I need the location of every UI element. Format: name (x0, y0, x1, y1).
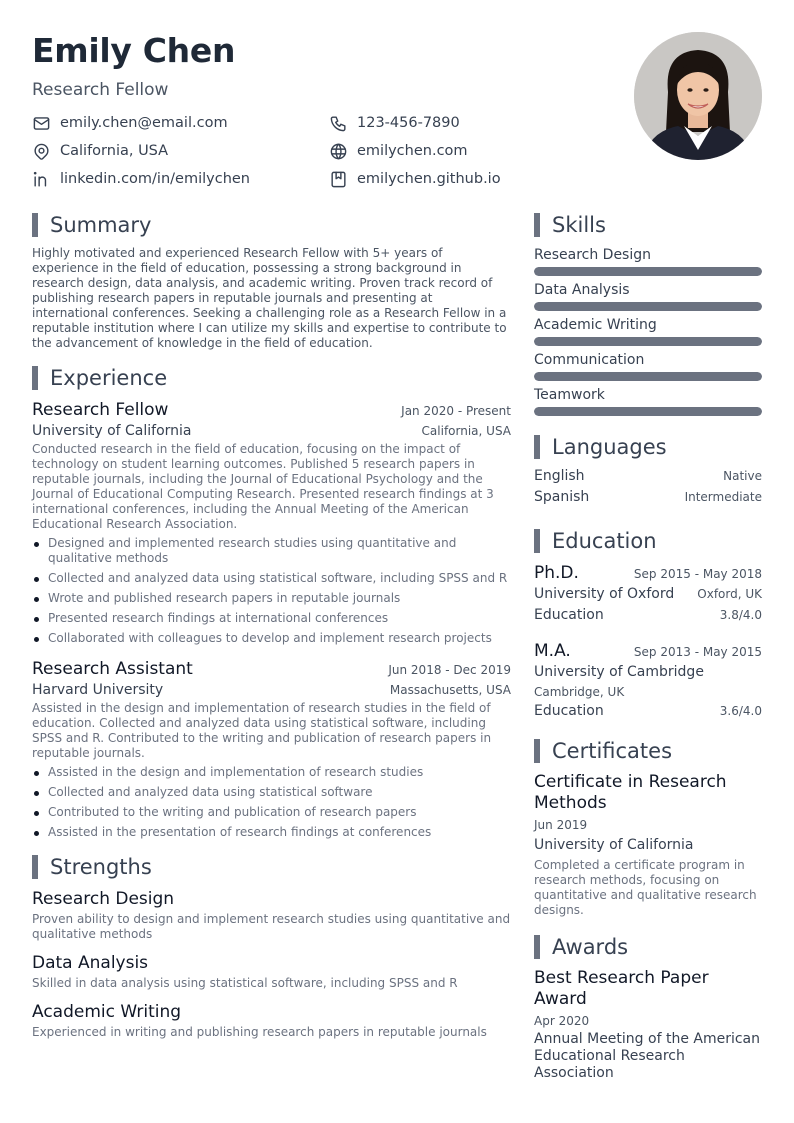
strength-title: Academic Writing (32, 1002, 182, 1022)
summary-heading (32, 212, 511, 238)
contact-location (32, 140, 168, 162)
job-location: California, USA (421, 424, 511, 438)
education-date: Sep 2013 - May 2015 (633, 645, 762, 659)
skill-name: Data Analysis (534, 282, 630, 298)
certificate-date: Jun 2019 (534, 818, 588, 832)
phone-text: 123-456-7890 (357, 115, 460, 131)
strength-description: Skilled in data analysis using statistical software, including SPSS and R (32, 976, 458, 990)
github-text: emilychen.github.io (357, 171, 501, 187)
languages-heading (534, 434, 762, 460)
strength-entry (32, 1001, 511, 1040)
award-entry (534, 968, 762, 1082)
section-accent-bar (32, 366, 38, 390)
skill-level-bar (534, 302, 762, 311)
language-name: Spanish (534, 489, 590, 505)
education-field: Education (534, 703, 604, 719)
list-item: Wrote and published research papers in reputable journals (32, 591, 511, 606)
skill-level-fill (534, 267, 762, 276)
section-accent-bar (534, 529, 540, 553)
skills-heading (534, 212, 762, 238)
skill-level-bar (534, 407, 762, 416)
strength-entry (32, 888, 511, 942)
skill-level-fill (534, 302, 762, 311)
section-accent-bar (534, 739, 540, 763)
candidate-name: Emily Chen (32, 31, 236, 70)
location-text: California, USA (60, 143, 169, 159)
summary-text: Highly motivated and experienced Research Fellow with 5+ years of experience in the field of education, possessing a strong background in research design, data analysis, and academic writing. Proven track record of publishing research papers in reputable journals and presenting at international conferences. Seeking a challenging role as a Research Fellow in a reputable institution where I can utilize my skills and expertise to contribute to the advancement of knowledge in the field of education. (32, 246, 507, 350)
section-accent-bar (534, 935, 540, 959)
section-title: Experience (50, 366, 168, 390)
candidate-title: Research Fellow (32, 80, 169, 100)
section-title: Summary (50, 213, 152, 237)
list-item: Designed and implemented research studies using quantitative and qualitative methods (32, 536, 511, 566)
certificates-heading (534, 738, 762, 764)
bookmark-icon (329, 170, 348, 189)
education-gpa: 3.6/4.0 (719, 704, 762, 718)
language-name: English (534, 468, 585, 484)
skills-list (534, 246, 762, 416)
profile-photo-illustration (634, 32, 762, 160)
contact-linkedin[interactable] (32, 168, 250, 190)
linkedin-icon (32, 170, 51, 189)
job-organization: University of California (32, 423, 192, 439)
job-entry (32, 658, 511, 840)
job-bullets (32, 536, 511, 646)
skill-name: Communication (534, 352, 645, 368)
education-location: Oxford, UK (697, 587, 762, 601)
section-accent-bar (32, 855, 38, 879)
section-title: Languages (552, 435, 667, 459)
section-accent-bar (534, 213, 540, 237)
education-entry (534, 562, 762, 626)
section-title: Certificates (552, 739, 673, 763)
job-date: Jun 2018 - Dec 2019 (388, 663, 511, 677)
contact-github[interactable] (329, 168, 501, 190)
education-field: Education (534, 607, 604, 623)
job-date: Jan 2020 - Present (401, 404, 511, 418)
experience-heading (32, 365, 511, 391)
certificate-entry (534, 772, 762, 918)
list-item: Collaborated with colleagues to develop and implement research projects (32, 631, 511, 646)
linkedin-text: linkedin.com/in/emilychen (60, 171, 250, 187)
skill-name: Research Design (534, 247, 652, 263)
list-item: Assisted in the design and implementation of research studies (32, 765, 511, 780)
section-accent-bar (534, 435, 540, 459)
education-degree: M.A. (534, 641, 571, 661)
resume-header (32, 30, 592, 101)
job-entry (32, 399, 511, 646)
strength-title: Data Analysis (32, 953, 149, 973)
email-text: emily.chen@email.com (60, 115, 228, 131)
skill-item (534, 316, 762, 346)
job-description: Assisted in the design and implementation of research studies in the field of education. Collected and analyzed data using statistical software, including SPSS and R. Contributed to the writing and publication of research papers in reputable journals. (32, 701, 492, 760)
contact-email[interactable] (32, 112, 228, 134)
section-title: Strengths (50, 855, 152, 879)
list-item: Collected and analyzed data using statistical software (32, 785, 511, 800)
skill-item (534, 246, 762, 276)
job-title: Research Assistant (32, 659, 193, 679)
profile-photo (634, 32, 762, 160)
skill-level-fill (534, 372, 762, 381)
strength-description: Proven ability to design and implement research studies using quantitative and qualitative methods (32, 912, 511, 941)
skill-level-fill (534, 407, 762, 416)
strength-description: Experienced in writing and publishing research papers in reputable journals (32, 1025, 487, 1039)
strength-title: Research Design (32, 889, 175, 909)
globe-icon (329, 142, 348, 161)
skill-level-fill (534, 337, 762, 346)
skill-item (534, 386, 762, 416)
section-title: Skills (552, 213, 606, 237)
list-item: Contributed to the writing and publication of research papers (32, 805, 511, 820)
education-entry (534, 640, 762, 722)
education-heading (534, 528, 762, 554)
skill-name: Teamwork (534, 387, 605, 403)
language-level: Intermediate (684, 490, 762, 504)
skill-level-bar (534, 267, 762, 276)
education-school: University of Oxford (534, 586, 675, 602)
award-organization: Annual Meeting of the American Educational Research Association (534, 1031, 761, 1081)
left-column (32, 212, 511, 1050)
list-item: Collected and analyzed data using statistical software, including SPSS and R (32, 571, 511, 586)
section-accent-bar (32, 213, 38, 237)
right-column (534, 212, 762, 1082)
education-gpa: 3.8/4.0 (719, 608, 762, 622)
website-text: emilychen.com (357, 143, 468, 159)
education-location: Cambridge, UK (534, 685, 625, 699)
skill-item (534, 351, 762, 381)
job-location: Massachusetts, USA (389, 683, 511, 697)
contact-website[interactable] (329, 140, 468, 162)
skill-level-bar (534, 372, 762, 381)
education-school: University of Cambridge (534, 664, 704, 680)
job-title: Research Fellow (32, 400, 169, 420)
education-degree: Ph.D. (534, 563, 579, 583)
certificate-title: Certificate in Research Methods (534, 772, 727, 813)
section-title: Education (552, 529, 657, 553)
language-level: Native (723, 469, 762, 483)
phone-icon (329, 114, 348, 133)
skill-name: Academic Writing (534, 317, 657, 333)
job-bullets (32, 765, 511, 840)
certificate-description: Completed a certificate program in research methods, focusing on quantitative and qualitative research designs. (534, 858, 757, 917)
strengths-heading (32, 854, 511, 880)
award-title: Best Research Paper Award (534, 968, 709, 1009)
education-date: Sep 2015 - May 2018 (633, 567, 762, 581)
strength-entry (32, 952, 511, 991)
list-item: Presented research findings at international conferences (32, 611, 511, 626)
section-title: Awards (552, 935, 629, 959)
awards-heading (534, 934, 762, 960)
list-item: Assisted in the presentation of research findings at conferences (32, 825, 511, 840)
award-date: Apr 2020 (534, 1014, 590, 1028)
skill-item (534, 281, 762, 311)
language-item (534, 489, 762, 510)
skill-level-bar (534, 337, 762, 346)
job-organization: Harvard University (32, 682, 164, 698)
email-icon (32, 114, 51, 133)
language-item (534, 468, 762, 489)
job-description: Conducted research in the field of education, focusing on the impact of technology on student learning outcomes. Published 5 research papers in reputable journals, including the Journal of Educational Psychology and the Journal of Educational Computing Research. Presented research findings at 3 international conferences, including the Annual Meeting of the American Educational Research Association. (32, 442, 494, 531)
contact-phone[interactable] (329, 112, 460, 134)
location-icon (32, 142, 51, 161)
certificate-organization: University of California (534, 837, 694, 853)
